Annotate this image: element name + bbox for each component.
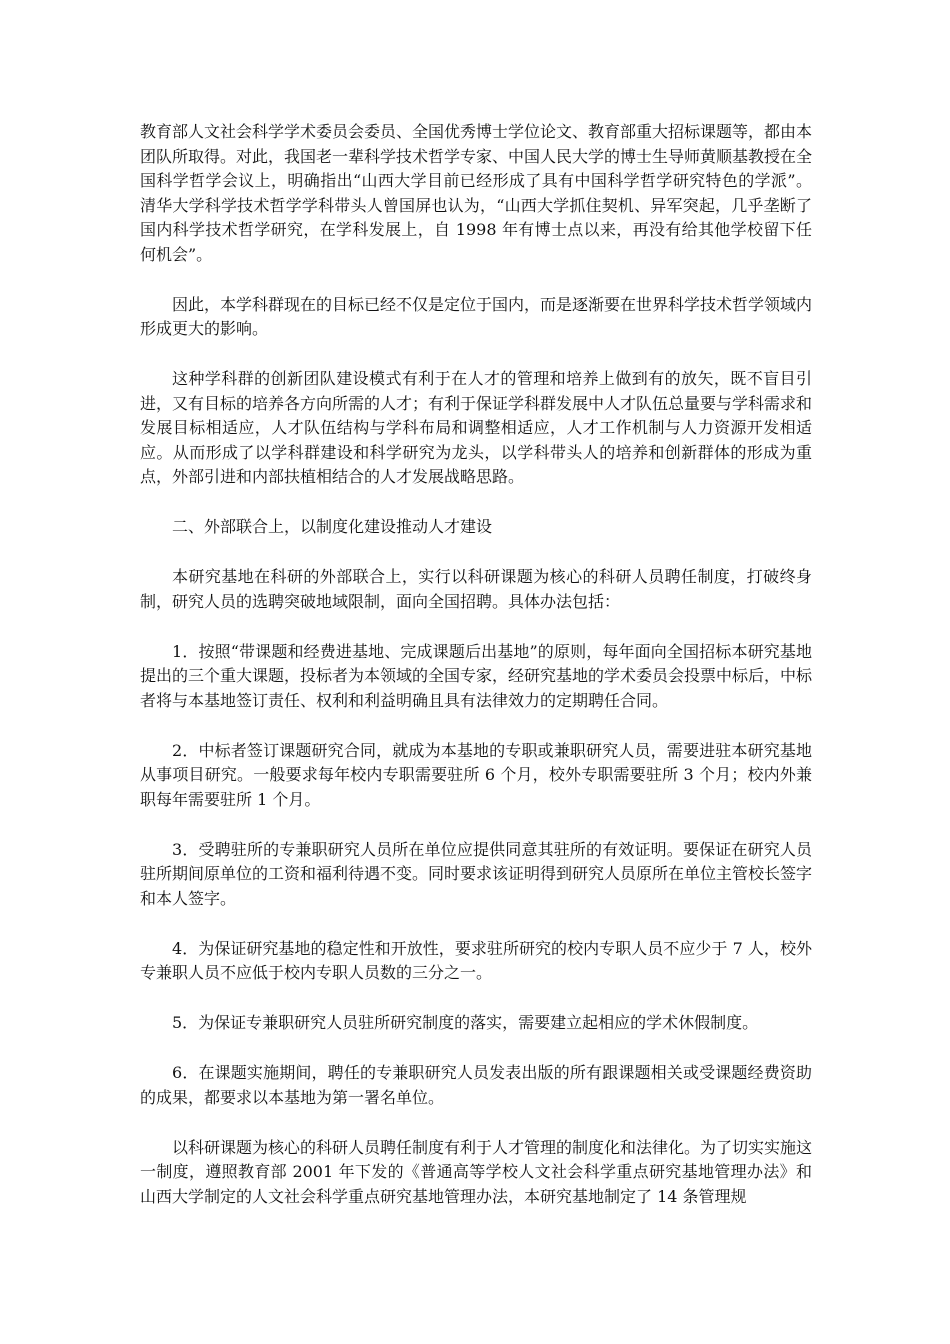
paragraph-team-achievements: 教育部人文社会科学学术委员会委员、全国优秀博士学位论文、教育部重大招标课题等，都由本团队所取得。对此，我国老一辈科学技术哲学专家、中国人民大学的博士生导师黄顺基教授在全国科学哲学会议上，明确指出“山西大学目前已经形成了具有中国科学哲学研究特色的学派”。清华大学科学技术哲学学科带头人曾国屏也认为，“山西大学抓住契机、异军突起，几乎垄断了国内科学技术哲学研究，在学科发展上，自 1998 年有博士点以来，再没有给其他学校留下任何机会”。 — [140, 122, 813, 264]
section-heading-external-cooperation: 二、外部联合上，以制度化建设推动人才建设 — [172, 517, 493, 536]
paragraph-team-model: 这种学科群的创新团队建设模式有利于在人才的管理和培养上做到有的放矢，既不盲目引进，又有目标的培养各方向所需的人才；有利于保证学科群发展中人才队伍总量要与学科需求和发展目标相适应，人才队伍结构与学科布局和调整相适应，人才工作机制与人力资源开发相适应。从而形成了以学科群建设和科学研究为龙头，以学科带头人的培养和创新群体的形成为重点，外部引进和内部扶植相结合的人才发展战略思路。 — [140, 369, 813, 486]
list-item-3: 3．受聘驻所的专兼职研究人员所在单位应提供同意其驻所的有效证明。要保证在研究人员驻所期间原单位的工资和福利待遇不变。同时要求该证明得到研究人员原所在单位主管校长签字和本人签字。 — [140, 839, 813, 908]
document-body — [140, 120, 812, 1235]
paragraph-hiring-system: 本研究基地在科研的外部联合上，实行以科研课题为核心的科研人员聘任制度，打破终身制，研究人员的选聘突破地域限制，面向全国招聘。具体办法包括： — [140, 567, 812, 611]
list-item-1: 1．按照“带课题和经费进基地、完成课题后出基地”的原则，每年面向全国招标本研究基地提出的三个重大课题，投标者为本领域的全国专家，经研究基地的学术委员会投票中标后，中标者将与本基地签订责任、权利和利益明确且具有法律效力的定期聘任合同。 — [140, 641, 813, 710]
list-item-2: 2．中标者签订课题研究合同，就成为本基地的专职或兼职研究人员，需要进驻本研究基地从事项目研究。一般要求每年校内专职需要驻所 6 个月，校外专职需要驻所 3 个月；校内外兼职每年需要驻所 1 个月。 — [140, 740, 812, 809]
paragraph-goal: 因此，本学科群现在的目标已经不仅是定位于国内，而是逐渐要在世界科学技术哲学领域内形成更大的影响。 — [140, 294, 813, 338]
list-item-6: 6．在课题实施期间，聘任的专兼职研究人员发表出版的所有跟课题相关或受课题经费资助的成果，都要求以本基地为第一署名单位。 — [140, 1063, 812, 1107]
paragraph-institutionalization: 以科研课题为核心的科研人员聘任制度有利于人才管理的制度化和法律化。为了切实实施这一制度，遵照教育部 2001 年下发的《普通高等学校人文社会科学重点研究基地管理办法》和山西大学制定的人文社会科学重点研究基地管理办法，本研究基地制定了 14 条管理规 — [140, 1137, 813, 1206]
list-item-4: 4．为保证研究基地的稳定性和开放性，要求驻所研究的校内专职人员不应少于 7 人，校外专兼职人员不应低于校内专职人员数的三分之一。 — [140, 938, 812, 982]
list-item-5: 5．为保证专兼职研究人员驻所研究制度的落实，需要建立起相应的学术休假制度。 — [172, 1013, 759, 1032]
